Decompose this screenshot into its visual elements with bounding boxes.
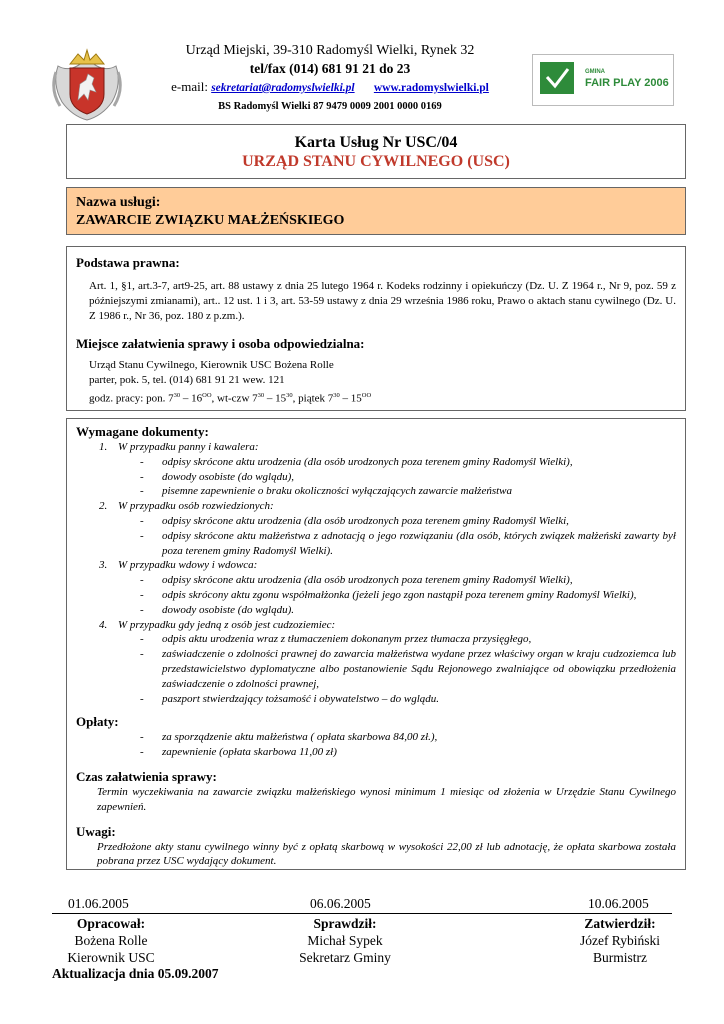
signature-prepared (26, 915, 196, 966)
document-item: - zaświadczenie o zdolności prawnej do zawarcia małżeństwa wydane przez właściwy organ w kraju cudzoziemca lub przedstawicielstwo dyplomatyczne albo postanowienie Sądu Rejonowego zwalniające od obowiązku przedłożenia zaświadczenie o zdolności prawnej, (140, 648, 676, 690)
date-prepared: 01.06.2005 (68, 896, 129, 911)
update-date: Aktualizacja dnia 05.09.2007 (52, 966, 219, 981)
document-item: - dowody osobiste (do wglądu). (140, 603, 294, 616)
documents-heading: Wymagane dokumenty: (76, 424, 209, 439)
service-label: Nazwa usługi: (76, 195, 161, 210)
service-name: ZAWARCIE ZWIĄZKU MAŁŻEŃSKIEGO (76, 213, 345, 228)
place-line2: parter, pok. 5, tel. (014) 681 91 21 wew. 121 (89, 374, 285, 386)
document-item: - odpisy skrócone aktu urodzenia (dla osób urodzonych poza terenem gminy Radomyśl Wielki, (140, 514, 569, 527)
approved-label: Zatwierdził: (584, 916, 656, 931)
prepared-label: Opracował: (76, 916, 146, 931)
office-name: URZĄD STANU CYWILNEGO (USC) (242, 153, 510, 170)
fair-play-badge (532, 54, 674, 106)
document-item: - odpisy skrócone aktu małżeństwa z adnotacją o jego rozwiązaniu (dla osób, których związek małżeński zawarty był poza terenem gminy Radomyśl Wielki). (140, 529, 676, 557)
legal-basis-box (66, 246, 686, 411)
time-text: Termin wyczekiwania na zawarcie związku małżeńskiego wynosi minimum 1 miesiąc od złożenia w Urzędzie Stanu Cywilnego zapewnień. (97, 785, 676, 813)
fees-list (76, 730, 676, 760)
fee-item: - zapewnienie (opłata skarbowa 11,00 zł) (140, 746, 337, 759)
website-link[interactable]: www.radomyslwielki.pl (373, 82, 489, 94)
document-item: - odpisy skrócone aktu urodzenia (dla osób urodzonych poza terenem gminy Radomyśl Wielki), (140, 574, 573, 587)
bank-account: BS Radomyśl Wielki 87 9479 0009 2001 0000 0169 (218, 101, 442, 112)
checked-label: Sprawdził: (313, 916, 377, 931)
check-icon (539, 61, 579, 97)
badge-label: FAIR PLAY 2006 (585, 77, 669, 89)
approved-role: Burmistrz (593, 950, 647, 965)
notes-text: Przedłożone akty stanu cywilnego winny być z opłatą skarbową w wysokości 22,00 zł lub adnotację, że opłata skarbowa została pobrana przez USC wydający dokument. (97, 840, 676, 868)
legal-heading: Podstawa prawna: (76, 255, 180, 270)
service-name-box (66, 187, 686, 235)
checked-role: Sekretarz Gminy (299, 950, 391, 965)
date-approved: 10.06.2005 (588, 896, 649, 911)
prepared-name: Bożena Rolle (74, 933, 148, 948)
document-item: - odpis aktu urodzenia wraz z tłumaczeniem dokonanym przez tłumacza przysięgłego, (140, 633, 532, 646)
signature-approved (535, 915, 705, 966)
notes-heading: Uwagi: (76, 823, 116, 839)
badge-small-label: GMINA (585, 69, 605, 75)
document-group-title: 2. W przypadku osób rozwiedzionych: (99, 500, 274, 513)
document-group-title: 1. W przypadku panny i kawalera: (99, 441, 259, 453)
document-item: - paszport stwierdzający tożsamość i obywatelstwo – do wglądu. (140, 692, 440, 705)
prepared-role: Kierownik USC (67, 950, 155, 965)
document-item: - dowody osobiste (do wglądu), (140, 470, 294, 483)
date-checked: 06.06.2005 (310, 896, 371, 911)
document-item: - odpis skrócony aktu zgonu współmałżonka (jeżeli jego zgon nastąpił poza terenem gminy Radomyśl Wielki), (140, 588, 637, 601)
document-item: - odpisy skrócone aktu urodzenia (dla osób urodzonych poza terenem gminy Radomyśl Wielki), (140, 455, 573, 468)
requirements-box (66, 418, 686, 870)
document-item: - pisemne zapewnienie o braku okoliczności wyłączających zawarcie małżeństwa (140, 485, 513, 498)
place-line1: Urząd Stanu Cywilnego, Kierownik USC Bożena Rolle (89, 359, 334, 371)
documents-list (76, 440, 676, 706)
legal-text: Art. 1, §1, art.3-7, art9-25, art. 88 ustawy z dnia 25 lutego 1964 r. Kodeks rodzinny i opiekuńczy (Dz. U. Z 1964 r., Nr 9, poz. 59 z późniejszymi zmianami), art.. 12 ust. 1 i 3, art. 53-59 ustawy z dnia 29 września 1986 roku, Prawo o aktach stanu cywilnego (Dz. U. Z 1986 r., Nr 36, poz. 180 z p.zm.). (89, 280, 676, 322)
document-group-title: 4. W przypadku gdy jedną z osób jest cudzoziemiec: (99, 618, 336, 631)
office-address: Urząd Miejski, 39-310 Radomyśl Wielki, Rynek 32 (185, 43, 475, 58)
office-phone: tel/fax (014) 681 91 21 do 23 (249, 61, 411, 76)
fees-heading: Opłaty: (76, 714, 119, 730)
approved-name: Józef Rybiński (579, 933, 661, 948)
email-label: e-mail: (171, 79, 208, 94)
place-details (89, 358, 676, 407)
document-group-title: 3. W przypadku wdowy i wdowca: (99, 559, 258, 572)
card-title-box (66, 124, 686, 179)
time-heading: Czas załatwienia sprawy: (76, 768, 217, 784)
office-hours: godz. pracy: pon. $7^{30} - 16^{OO}$, wt-czw $7^{30} - 15^{30}$, piątek $7^{30} - 15^{OO}$ (89, 392, 372, 405)
checked-name: Michał Sypek (307, 933, 383, 948)
signature-checked (260, 915, 430, 966)
signature-divider (52, 913, 672, 914)
card-title: Karta Usług Nr USC/04 (294, 134, 458, 151)
email-link[interactable]: sekretariat@radomyslwielki.pl (211, 82, 355, 94)
place-heading: Miejsce załatwienia sprawy i osoba odpowiedzialna: (76, 336, 365, 351)
fee-item: - za sporządzenie aktu małżeństwa ( opłata skarbowa 84,00 zł.), (140, 731, 438, 744)
